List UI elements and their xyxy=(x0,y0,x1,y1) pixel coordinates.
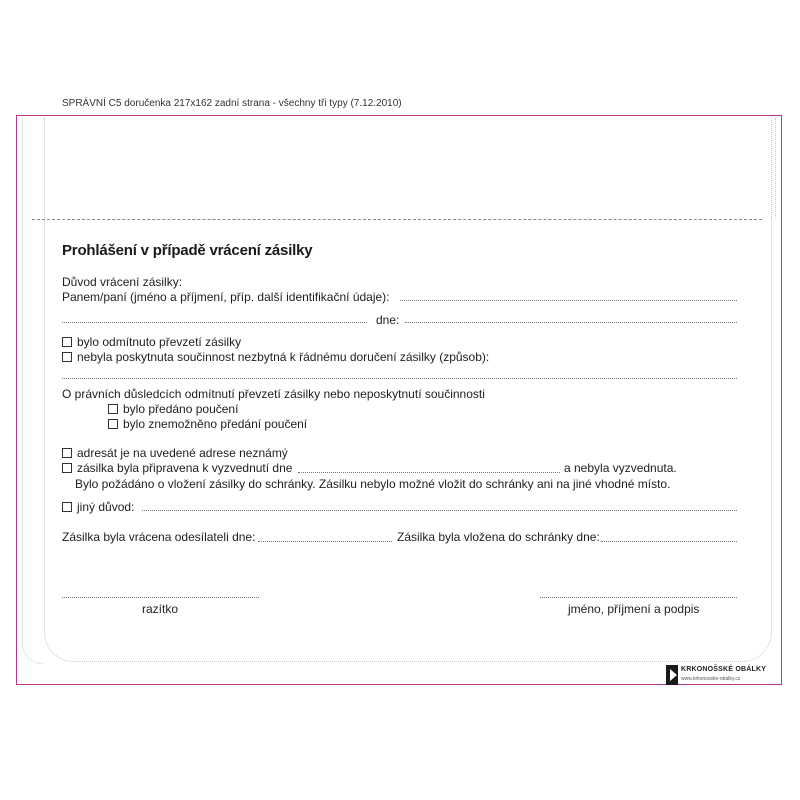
option-no-cooperation[interactable] xyxy=(62,350,489,364)
reason-label: Důvod vrácení zásilky: xyxy=(62,275,183,289)
checkbox-prepared-for-pickup[interactable] xyxy=(62,463,72,473)
mailbox-note: Bylo požádáno o vložení zásilky do schránky. Zásilku nebylo možné vložit do schránky ani na jiné vhodné místo. xyxy=(75,477,671,491)
right-flap-outline xyxy=(775,118,777,218)
consequences-text: O právních důsledcích odmítnutí převzetí zásilky nebo neposkytnutí součinnosti xyxy=(62,387,485,401)
option-other-label: jiný důvod: xyxy=(77,500,135,514)
option-instruction-prevented[interactable] xyxy=(108,417,307,431)
cooperation-method-field[interactable] xyxy=(62,378,737,379)
person-field[interactable] xyxy=(400,300,737,301)
left-flap-outline xyxy=(22,118,42,664)
signature-label: jméno, příjmení a podpis xyxy=(568,602,700,616)
date-field[interactable] xyxy=(405,322,737,323)
brand-logo-mark-icon xyxy=(666,665,678,685)
option-refused-label: bylo odmítnuto převzetí zásilky xyxy=(77,335,242,349)
returned-date-label: Zásilka byla vrácena odesílateli dne: xyxy=(62,530,256,544)
form-title: Prohlášení v případě vrácení zásilky xyxy=(62,242,313,259)
option-no-cooperation-label: nebyla poskytnuta součinnost nezbytná k řádnému doručení zásilky (způsob): xyxy=(77,350,490,364)
brand-logo xyxy=(666,665,767,687)
checkbox-no-cooperation[interactable] xyxy=(62,352,72,362)
option-instruction-given-label: bylo předáno poučení xyxy=(123,402,239,416)
signature-line[interactable] xyxy=(540,597,737,598)
checkbox-instruction-prevented[interactable] xyxy=(108,419,118,429)
checkbox-other-reason[interactable] xyxy=(62,502,72,512)
option-prepared-label: zásilka byla připravena k vyzvednutí dne xyxy=(77,461,293,475)
option-unknown-addressee-label: adresát je na uvedené adrese neznámý xyxy=(77,446,288,460)
stamp-line[interactable] xyxy=(62,597,259,598)
pickup-date-field[interactable] xyxy=(298,472,560,473)
returned-date-field[interactable] xyxy=(258,541,392,542)
option-instruction-prevented-label: bylo znemožněno předání poučení xyxy=(123,417,308,431)
checkbox-refused[interactable] xyxy=(62,337,72,347)
mailbox-date-label: Zásilka byla vložena do schránky dne: xyxy=(397,530,600,544)
fold-line xyxy=(32,219,762,220)
not-collected-text: a nebyla vyzvednuta. xyxy=(564,461,677,475)
date-label: dne: xyxy=(376,313,400,327)
option-unknown-addressee[interactable] xyxy=(62,446,288,460)
stamp-label: razítko xyxy=(142,602,179,616)
print-spec-note: SPRÁVNÍ C5 doručenka 217x162 zadní strana - všechny tři typy (7.12.2010) xyxy=(62,98,402,109)
checkbox-unknown-addressee[interactable] xyxy=(62,448,72,458)
brand-name: KRKONOŠSKÉ OBÁLKY xyxy=(681,666,767,673)
person-field-line-2[interactable] xyxy=(62,322,367,323)
other-reason-field[interactable] xyxy=(142,510,737,511)
mailbox-date-field[interactable] xyxy=(601,541,737,542)
option-other-reason[interactable] xyxy=(62,500,134,514)
option-prepared-for-pickup[interactable] xyxy=(62,461,292,475)
checkbox-instruction-given[interactable] xyxy=(108,404,118,414)
brand-url: www.krkonosske-obalky.cz xyxy=(681,676,741,682)
person-label: Panem/paní (jméno a příjmení, příp. další identifikační údaje): xyxy=(62,290,390,304)
option-instruction-given[interactable] xyxy=(108,402,238,416)
option-refused[interactable] xyxy=(62,335,241,349)
